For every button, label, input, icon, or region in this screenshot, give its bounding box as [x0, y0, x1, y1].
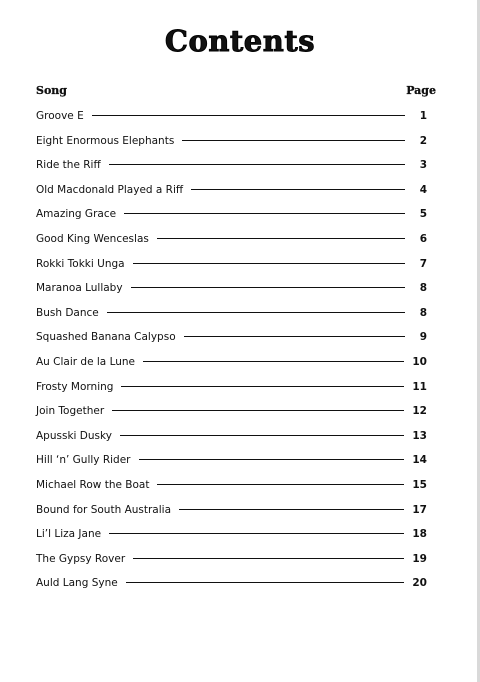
page-number: 5 [419, 208, 427, 221]
leader-line [143, 361, 404, 362]
page-number: 13 [412, 429, 427, 442]
page-number: 12 [412, 405, 427, 418]
contents-entry[interactable] [36, 153, 427, 178]
column-header-row [36, 84, 436, 100]
contents-entry[interactable] [36, 473, 427, 498]
song-column-header: Song [36, 84, 67, 97]
leader-line [179, 509, 404, 510]
song-title: Maranoa Lullaby [36, 282, 123, 295]
page-number: 14 [412, 454, 427, 467]
song-title: Squashed Banana Calypso [36, 331, 176, 344]
leader-line [157, 238, 405, 239]
contents-entry[interactable] [36, 202, 427, 227]
contents-entry[interactable] [36, 375, 427, 400]
leader-line [121, 386, 404, 387]
leader-line [109, 533, 404, 534]
page-number: 19 [412, 552, 427, 565]
song-title: Groove E [36, 110, 84, 122]
page-number: 8 [419, 306, 427, 319]
contents-entry[interactable] [36, 571, 427, 596]
song-title: Au Clair de la Lune [36, 355, 136, 368]
song-title: Bound for South Australia [36, 503, 172, 516]
leader-line [112, 410, 404, 411]
song-title: Rokki Tokki Unga [36, 257, 125, 270]
leader-line [184, 336, 405, 337]
page-number: 11 [412, 380, 427, 393]
leader-line [109, 164, 405, 165]
song-title: Frosty Morning [36, 380, 114, 393]
contents-entry[interactable] [36, 547, 427, 572]
leader-line [133, 263, 405, 264]
contents-entry[interactable] [36, 227, 427, 252]
leader-line [126, 582, 405, 583]
contents-entry[interactable] [36, 104, 427, 129]
leader-line [157, 484, 404, 485]
leader-line [139, 459, 405, 460]
contents-entry[interactable] [36, 424, 427, 449]
song-title: Apusski Dusky [36, 429, 112, 442]
page-number: 6 [419, 232, 427, 245]
leader-line [92, 115, 405, 116]
song-title: Bush Dance [36, 306, 99, 319]
page-number: 8 [419, 282, 427, 295]
contents-list [36, 104, 427, 596]
leader-line [120, 435, 404, 436]
song-title: Li’l Liza Jane [36, 528, 102, 541]
contents-entry[interactable] [36, 399, 427, 424]
song-title: Auld Lang Syne [36, 577, 118, 590]
song-title: Michael Row the Boat [36, 478, 150, 491]
page-number: 4 [419, 183, 427, 196]
contents-entry[interactable] [36, 252, 427, 277]
leader-line [107, 312, 405, 313]
song-title: Hill ‘n’ Gully Rider [36, 454, 131, 467]
page-number: 10 [412, 355, 427, 368]
song-title: Join Together [36, 405, 105, 418]
page-number: 7 [419, 257, 427, 270]
contents-entry[interactable] [36, 276, 427, 301]
page-number: 15 [412, 478, 427, 491]
song-title: Amazing Grace [36, 208, 117, 221]
page-number: 3 [419, 159, 427, 172]
page-number: 2 [419, 134, 427, 147]
page-number: 18 [412, 528, 427, 541]
song-title: Eight Enormous Elephants [36, 134, 175, 147]
page-number: 20 [412, 577, 427, 590]
contents-entry[interactable] [36, 448, 427, 473]
page-number: 9 [419, 331, 427, 344]
song-title: Ride the Riff [36, 159, 101, 172]
contents-entry[interactable] [36, 129, 427, 154]
contents-entry[interactable] [36, 178, 427, 203]
leader-line [182, 140, 405, 141]
contents-entry[interactable] [36, 325, 427, 350]
song-title: Old Macdonald Played a Riff [36, 183, 184, 196]
leader-line [191, 189, 405, 190]
page-title: Contents [164, 24, 316, 58]
song-title: Good King Wenceslas [36, 232, 149, 245]
contents-entry[interactable] [36, 522, 427, 547]
leader-line [124, 213, 405, 214]
contents-entry[interactable] [36, 350, 427, 375]
song-title: The Gypsy Rover [36, 552, 126, 565]
page-number: 1 [419, 110, 427, 122]
leader-line [133, 558, 404, 559]
leader-line [131, 287, 405, 288]
page-number: 17 [412, 503, 427, 516]
page-column-header: Page [406, 84, 436, 97]
contents-entry[interactable] [36, 301, 427, 326]
contents-entry[interactable] [36, 498, 427, 523]
